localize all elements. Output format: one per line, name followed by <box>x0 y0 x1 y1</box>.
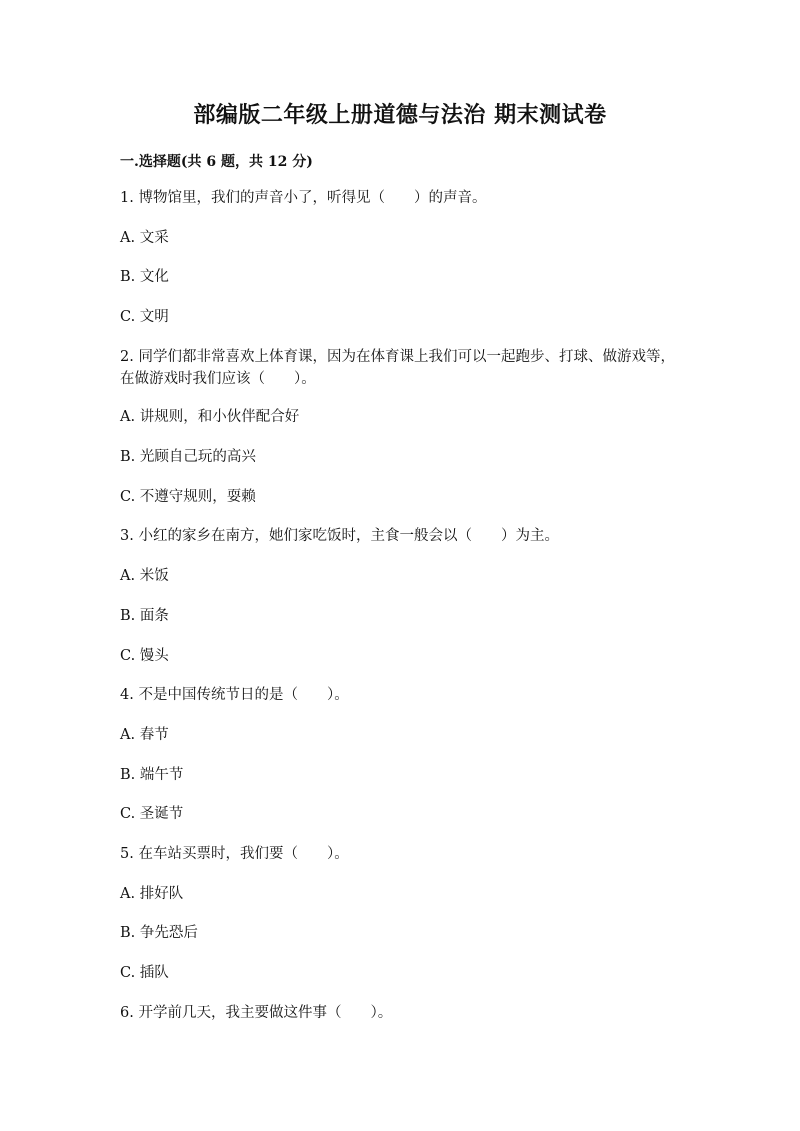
question-4-option-c: C. 圣诞节 <box>120 806 184 822</box>
question-5-option-c: C. 插队 <box>120 965 169 981</box>
question-3-option-a: A. 米饭 <box>120 568 169 584</box>
question-2-option-a: A. 讲规则，和小伙伴配合好 <box>120 409 300 425</box>
question-stem-1: 1. 博物馆里，我们的声音小了，听得见（ ）的声音。 <box>120 190 487 206</box>
question-stem-6: 6. 开学前几天，我主要做这件事（ ）。 <box>120 1005 393 1021</box>
question-2-option-b: B. 光顾自己玩的高兴 <box>120 449 256 465</box>
question-stem-5: 5. 在车站买票时，我们要（ ）。 <box>120 846 349 862</box>
question-4-option-b: B. 端午节 <box>120 767 184 783</box>
question-stem-2: 2. 同学们都非常喜欢上体育课，因为在体育课上我们可以一起跑步、打球、做游戏等，在做游戏时我们应该（ ）。 <box>120 349 675 387</box>
section-heading: 一.选择题(共 6 题，共 12 分) <box>120 154 313 170</box>
question-1-option-a: A. 文采 <box>120 230 169 246</box>
question-1-option-c: C. 文明 <box>120 309 169 325</box>
question-3-option-c: C. 馒头 <box>120 648 169 664</box>
question-1-option-b: B. 文化 <box>120 269 169 285</box>
question-stem-4: 4. 不是中国传统节日的是（ ）。 <box>120 687 349 703</box>
question-4-option-a: A. 春节 <box>120 727 169 743</box>
question-5-option-b: B. 争先恐后 <box>120 925 198 941</box>
question-3-option-b: B. 面条 <box>120 608 169 624</box>
page-title: 部编版二年级上册道德与法治 期末测试卷 <box>193 102 607 128</box>
question-5-option-a: A. 排好队 <box>120 886 184 902</box>
question-stem-3: 3. 小红的家乡在南方，她们家吃饭时，主食一般会以（ ）为主。 <box>120 528 559 544</box>
question-2-option-c: C. 不遵守规则，耍赖 <box>120 489 256 505</box>
